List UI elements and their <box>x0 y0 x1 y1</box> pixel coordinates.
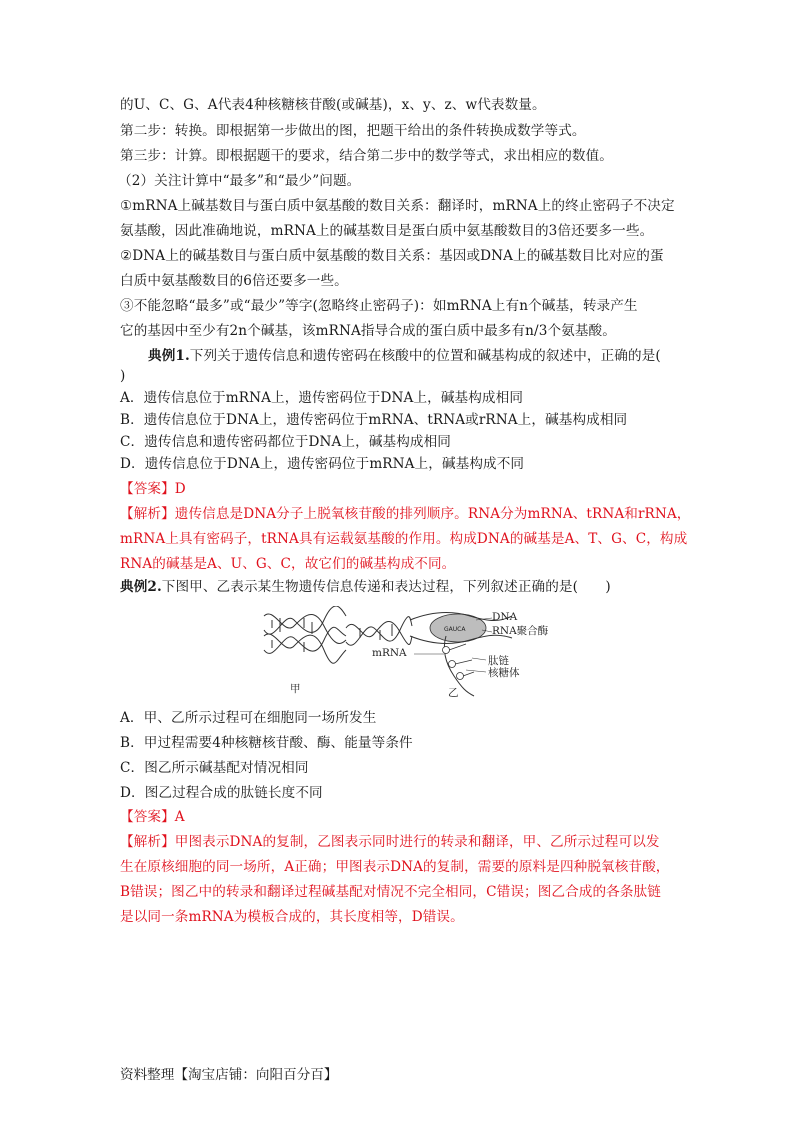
figure-label-ribosome: 核糖体 <box>488 667 520 679</box>
example1-stem <box>148 346 661 366</box>
example2-answer-value: A <box>174 809 185 825</box>
example1-option-a: A．遗传信息位于mRNA上，遗传密码位于DNA上，碱基构成相同 <box>120 390 524 406</box>
example1-analysis-tag: 【解析】 <box>120 506 175 522</box>
example2-option-c: C．图乙所示碱基配对情况相同 <box>120 760 309 776</box>
example2-analysis-text: 甲图表示DNA的复制，乙图表示同时进行的转录和翻译，甲、乙所示过程可以发 <box>174 834 660 850</box>
intro-line-4: （2）关注计算中“最多”和“最少”问题。 <box>118 173 361 189</box>
example2-stem-text: 下图甲、乙表示某生物遗传信息传递和表达过程，下列叙述正确的是( ) <box>161 579 611 595</box>
intro-line-8: 白质中氨基酸数目的6倍还要多一些。 <box>120 273 348 289</box>
intro-line-5: ①mRNA上碱基数目与蛋白质中氨基酸的数目关系：翻译时，mRNA上的终止密码子不决定 <box>120 198 675 214</box>
figure-label-mrna: mRNA <box>372 647 407 659</box>
example2-title: 典例2. <box>120 579 162 595</box>
example1-analysis-line-1 <box>120 504 690 524</box>
example1-analysis-line-2: mRNA上具有密码子，tRNA具有运载氨基酸的作用。构成DNA的碱基是A、T、G、C，构成 <box>120 531 688 547</box>
example2-option-d: D．图乙过程合成的肽链长度不同 <box>120 785 323 801</box>
figure-label-yi: 乙 <box>448 687 459 699</box>
figure-label-rna-polymerase: RNA聚合酶 <box>492 625 549 637</box>
example1-option-d: D．遗传信息位于DNA上，遗传密码位于mRNA上，碱基构成不同 <box>120 456 525 472</box>
figure-label-dna: DNA <box>492 611 518 623</box>
example2-analysis-line-4: 是以同一条mRNA为模板合成的，其长度相等，D错误。 <box>120 909 464 925</box>
example1-analysis-text: 遗传信息是DNA分子上脱氧核苷酸的排列顺序。RNA分为mRNA、tRNA和rRNA， <box>174 506 691 522</box>
intro-line-10: 它的基因中至少有2n个碱基，该mRNA指导合成的蛋白质中最多有n/3个氨基酸。 <box>120 323 616 339</box>
example1-option-b: B．遗传信息位于DNA上，遗传密码位于mRNA、tRNA或rRNA上，碱基构成相同 <box>120 412 628 428</box>
example2-answer <box>120 807 185 827</box>
figure-label-peptide: 肽链 <box>488 655 509 667</box>
example1-answer-value: D <box>174 481 186 497</box>
example2-analysis-line-2: 生在原核细胞的同一场所，A正确；甲图表示DNA的复制，需要的原料是四种脱氧核苷酸， <box>120 859 670 875</box>
example1-analysis-line-3: RNA的碱基是A、U、G、C，故它们的碱基构成不同。 <box>120 556 456 572</box>
example2-figure <box>260 606 590 706</box>
intro-line-2: 第二步：转换。即根据第一步做出的图，把题干给出的条件转换成数学等式。 <box>120 123 586 139</box>
example2-answer-tag: 【答案】 <box>120 809 175 825</box>
example2-analysis-tag: 【解析】 <box>120 834 175 850</box>
intro-line-7: ②DNA上的碱基数目与蛋白质中氨基酸的数目关系：基因或DNA上的碱基数目比对应的蛋 <box>120 248 664 264</box>
intro-line-6: 氨基酸，因此准确地说，mRNA上的碱基数目是蛋白质中氨基酸数目的3倍还要多一些。 <box>120 223 654 239</box>
example1-option-c: C．遗传信息和遗传密码都位于DNA上，碱基构成相同 <box>120 434 451 450</box>
intro-line-3: 第三步：计算。即根据题干的要求，结合第二步中的数学等式，求出相应的数值。 <box>120 148 613 164</box>
dna-process-diagram <box>260 606 590 706</box>
example2-option-b: B．甲过程需要4种核糖核苷酸、酶、能量等条件 <box>120 735 413 751</box>
example1-stem-text: 下列关于遗传信息和遗传密码在核酸中的位置和碱基构成的叙述中，正确的是( <box>189 348 661 364</box>
example2-analysis-line-1 <box>120 832 660 852</box>
example1-answer-tag: 【答案】 <box>120 481 175 497</box>
page-footer: 资料整理【淘宝店铺：向阳百分百】 <box>120 1067 338 1083</box>
example2-option-a: A．甲、乙所示过程可在细胞同一场所发生 <box>120 710 377 726</box>
intro-line-9: ③不能忽略“最多”或“最少”等字(忽略终止密码子)：如mRNA上有n个碱基，转录产生 <box>120 298 638 314</box>
figure-label-gauca: GAUCA <box>444 626 466 633</box>
figure-label-jia: 甲 <box>290 683 301 695</box>
example2-stem <box>120 577 611 597</box>
example1-title: 典例1. <box>148 348 190 364</box>
example1-stem-end: ) <box>120 368 126 384</box>
example1-answer <box>120 479 186 499</box>
intro-line-1: 的U、C、G、A代表4种核糖核苷酸(或碱基)，x、y、z、w代表数量。 <box>120 97 546 113</box>
example2-analysis-line-3: B错误；图乙中的转录和翻译过程碱基配对情况不完全相同，C错误；图乙合成的各条肽链 <box>120 884 661 900</box>
